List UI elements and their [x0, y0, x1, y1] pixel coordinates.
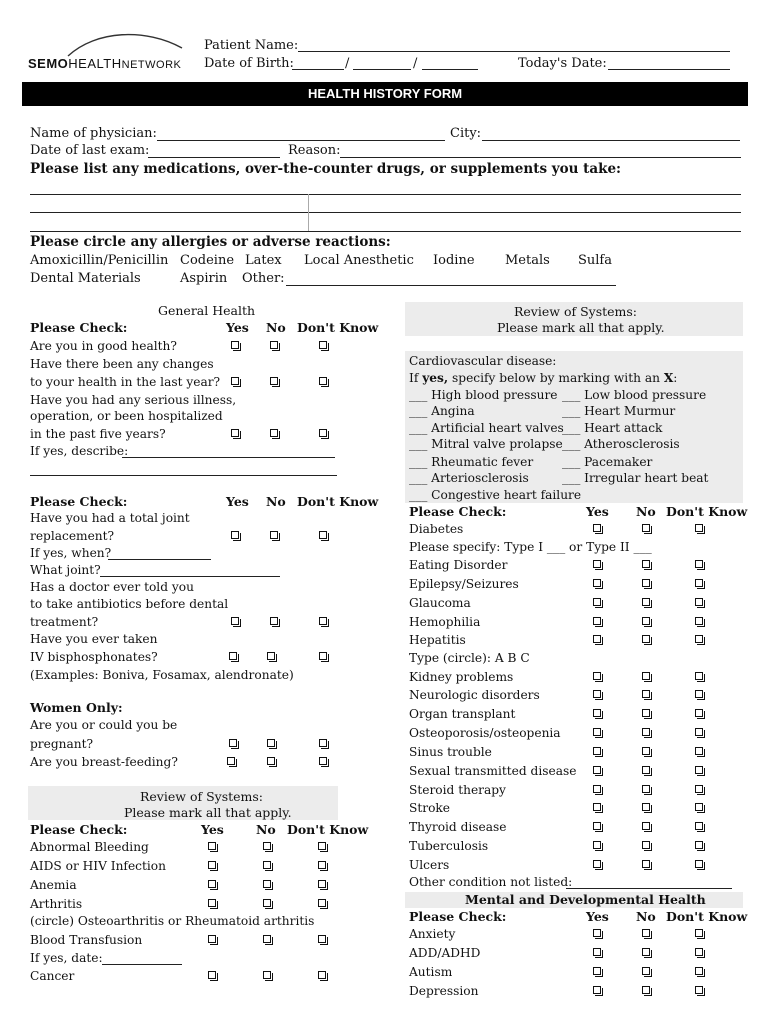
ros-right-item-dk[interactable]: [695, 709, 703, 717]
gh-when-label: If yes, when?: [30, 546, 112, 560]
ros-right-item-no[interactable]: [642, 728, 650, 736]
medications-heading: Please list any medications, over-the-counter drugs, or supplements you take:: [30, 161, 622, 177]
ros-right-item-yes[interactable]: [593, 598, 601, 606]
gh-q1-dk[interactable]: [319, 341, 327, 349]
cardio-right-item[interactable]: ___ Atherosclerosis: [562, 437, 680, 451]
mental-item-no[interactable]: [642, 967, 650, 975]
mental-dontknow-header: Don't Know: [666, 909, 748, 924]
allergies-heading: Please circle any allergies or adverse reactions:: [30, 234, 391, 250]
ros-left-item-yes[interactable]: [208, 880, 216, 888]
women-q1a: Are you or could you be: [30, 718, 178, 732]
gh-q5a: Has a doctor ever told you: [30, 580, 194, 594]
gh-q5c: treatment?: [30, 615, 99, 629]
mental-item-no[interactable]: [642, 929, 650, 937]
ros-right-item-no[interactable]: [642, 803, 650, 811]
cardio-instr-end: :: [673, 371, 678, 385]
ros-left-dontknow-header: Don't Know: [287, 822, 369, 837]
mental-item: Anxiety: [409, 927, 456, 941]
transfusion-date-label: If yes, date:: [30, 951, 103, 965]
ros-right-item-no[interactable]: [642, 617, 650, 625]
ros-left-title: Review of Systems:: [140, 789, 264, 804]
ros-right-item-dk[interactable]: [695, 728, 703, 736]
gh-q6b: IV bisphosphonates?: [30, 650, 158, 664]
gh-q2a: Have there been any changes: [30, 357, 214, 371]
ros-right-item: Sinus trouble: [409, 745, 492, 759]
allergy-dental-materials[interactable]: Dental Materials: [30, 271, 141, 286]
ros-right-no-header: No: [636, 504, 656, 519]
ros-right-item-dk[interactable]: [695, 841, 703, 849]
ros-right-item-no[interactable]: [642, 635, 650, 643]
ros-right-item-dk[interactable]: [695, 617, 703, 625]
cardio-left-item[interactable]: ___ Artificial heart valves: [409, 421, 564, 435]
dob-month-field[interactable]: [292, 69, 344, 70]
women-q2: Are you breast-feeding?: [30, 755, 178, 769]
ros-left-item: Arthritis: [30, 897, 83, 911]
ros-right-item: Tuberculosis: [409, 839, 489, 853]
ros-left-no-header: No: [256, 822, 276, 837]
gh-q6c: (Examples: Boniva, Fosamax, alendronate): [30, 668, 294, 682]
cardio-label: Cardiovascular disease:: [409, 354, 557, 368]
ros-right-dontknow-header: Don't Know: [666, 504, 748, 519]
arthritis-note: (circle) Osteoarthritis or Rheumatoid arthritis: [30, 914, 315, 928]
gh-q4-yes[interactable]: [231, 531, 239, 539]
city-field[interactable]: [482, 140, 740, 141]
gh-q1: Are you in good health?: [30, 339, 177, 353]
ros-right-item: Eating Disorder: [409, 558, 508, 572]
allergy-latex[interactable]: Latex: [245, 253, 282, 268]
gh-q2-no[interactable]: [270, 377, 278, 385]
ros-right-item: Organ transplant: [409, 707, 516, 721]
patient-name-field[interactable]: [298, 51, 730, 52]
ros-right-item: Glaucoma: [409, 596, 471, 610]
ros-left-item: Anemia: [30, 878, 77, 892]
reason-field[interactable]: [340, 157, 741, 158]
mental-title: Mental and Developmental Health: [465, 892, 706, 907]
medications-line-1[interactable]: [30, 194, 741, 195]
ros-right-item-no[interactable]: [642, 747, 650, 755]
gh-q3c: in the past five years?: [30, 427, 166, 441]
ros-right-item: Steroid therapy: [409, 783, 506, 797]
women-q1b: pregnant?: [30, 737, 94, 751]
dob-label: Date of Birth:: [204, 56, 294, 71]
ros-right-item-yes[interactable]: [593, 728, 601, 736]
gh-q5-dk[interactable]: [319, 617, 327, 625]
mental-item-dk[interactable]: [695, 967, 703, 975]
ros-right-item-dk[interactable]: [695, 747, 703, 755]
dob-slash: /: [345, 56, 350, 71]
ros-right-item-no[interactable]: [642, 690, 650, 698]
gh-yes-header-2: Yes: [226, 494, 249, 509]
gh-q4-dk[interactable]: [319, 531, 327, 539]
ros-right-item-dk[interactable]: [695, 560, 703, 568]
logo-network: NETWORK: [121, 59, 182, 71]
gh-q6a: Have you ever taken: [30, 632, 158, 646]
ros-right-item-dk[interactable]: [695, 860, 703, 868]
ros-right-item-no[interactable]: [642, 785, 650, 793]
ros-left-item: AIDS or HIV Infection: [30, 859, 166, 873]
ros-right-yes-header: Yes: [586, 504, 609, 519]
gh-dontknow-header: Don't Know: [297, 320, 379, 335]
gh-please-check-2: Please Check:: [30, 494, 128, 509]
mental-please-check: Please Check:: [409, 909, 507, 924]
ros-left-item-no[interactable]: [263, 842, 271, 850]
mental-item-dk[interactable]: [695, 948, 703, 956]
mental-item-yes[interactable]: [593, 967, 601, 975]
medications-line-2[interactable]: [30, 212, 741, 213]
ros-right-item-no[interactable]: [642, 579, 650, 587]
allergy-sulfa[interactable]: Sulfa: [578, 253, 612, 268]
ros-left-item-dk[interactable]: [318, 899, 326, 907]
last-exam-label: Date of last exam:: [30, 143, 150, 158]
gh-no-header: No: [266, 320, 286, 335]
mental-item-yes[interactable]: [593, 986, 601, 994]
ros-right-item-yes[interactable]: [593, 617, 601, 625]
diabetes-label: Diabetes: [409, 522, 464, 536]
gh-q4b: replacement?: [30, 529, 115, 543]
ros-right-item: Osteoporosis/osteopenia: [409, 726, 561, 740]
allergy-amoxicillin[interactable]: Amoxicillin/Penicillin: [30, 253, 169, 268]
reason-label: Reason:: [288, 143, 341, 158]
ros-right-item-no[interactable]: [642, 766, 650, 774]
ros-right-item-yes[interactable]: [593, 672, 601, 680]
mental-item-yes[interactable]: [593, 948, 601, 956]
cardio-left-item[interactable]: ___ Arteriosclerosis: [409, 471, 529, 485]
physician-label: Name of physician:: [30, 126, 157, 141]
gh-joint-field[interactable]: [100, 576, 280, 577]
gh-q1-no[interactable]: [270, 341, 278, 349]
ros-left-item-no[interactable]: [263, 899, 271, 907]
cardio-instr-yes: yes,: [422, 371, 449, 385]
gh-dontknow-header-2: Don't Know: [297, 494, 379, 509]
gh-q2-yes[interactable]: [231, 377, 239, 385]
transfusion-yes[interactable]: [208, 935, 216, 943]
women-q1-no[interactable]: [267, 739, 275, 747]
mental-item: Depression: [409, 984, 479, 998]
ros-right-title: Review of Systems:: [514, 304, 638, 319]
cardio-right-item[interactable]: ___ Low blood pressure: [562, 388, 707, 402]
cancer-dk[interactable]: [318, 971, 326, 979]
ros-left-item: Abnormal Bleeding: [30, 840, 149, 854]
mental-item-no[interactable]: [642, 948, 650, 956]
other-condition-label: Other condition not listed:: [409, 875, 573, 889]
gh-describe-field-2[interactable]: [30, 475, 337, 476]
ros-right-item-yes[interactable]: [593, 709, 601, 717]
hepatitis-type: Type (circle): A B C: [409, 651, 530, 665]
cardio-instr-mid: specify below by marking with an: [448, 371, 664, 385]
ros-right-item: Thyroid disease: [409, 820, 507, 834]
women-q1-yes[interactable]: [229, 739, 237, 747]
cardio-right-item[interactable]: ___ Heart Murmur: [562, 404, 676, 418]
ros-right-please-check: Please Check:: [409, 504, 507, 519]
gh-describe-label: If yes, describe:: [30, 444, 129, 458]
ros-left-item-no[interactable]: [263, 880, 271, 888]
ros-right-item-no[interactable]: [642, 560, 650, 568]
transfusion-label: Blood Transfusion: [30, 933, 143, 947]
ros-right-item: Ulcers: [409, 858, 450, 872]
ros-right-item: Kidney problems: [409, 670, 514, 684]
ros-right-item-yes[interactable]: [593, 766, 601, 774]
women-q2-no[interactable]: [267, 757, 275, 765]
cancer-yes[interactable]: [208, 971, 216, 979]
ros-right-item-no[interactable]: [642, 672, 650, 680]
gh-q1-yes[interactable]: [231, 341, 239, 349]
diabetes-type-specify: Please specify: Type I ___ or Type II ___: [409, 540, 652, 554]
gh-joint-label: What joint?: [30, 563, 101, 577]
ros-left-please-check: Please Check:: [30, 822, 128, 837]
cardio-left-item[interactable]: ___ Angina: [409, 404, 475, 418]
cardio-right-item[interactable]: ___ Pacemaker: [562, 455, 653, 469]
logo: [28, 56, 181, 71]
dob-slash-2: /: [413, 56, 418, 71]
medications-divider: [308, 194, 309, 231]
gh-q4a: Have you had a total joint: [30, 511, 190, 525]
city-label: City:: [450, 126, 482, 141]
ros-right-item-dk[interactable]: [695, 598, 703, 606]
ros-left-yes-header: Yes: [201, 822, 224, 837]
ros-right-item-yes[interactable]: [593, 690, 601, 698]
women-only-heading: Women Only:: [30, 700, 123, 715]
cardio-left-item[interactable]: ___ Congestive heart failure: [409, 488, 582, 502]
ros-right-item-yes[interactable]: [593, 860, 601, 868]
gh-q3b: operation, or been hospitalized: [30, 409, 223, 423]
allergy-local-anesthetic[interactable]: Local Anesthetic: [304, 253, 414, 268]
allergy-aspirin[interactable]: Aspirin: [180, 271, 228, 286]
ros-right-subtitle: Please mark all that apply.: [497, 320, 665, 335]
ros-right-item-no[interactable]: [642, 841, 650, 849]
cardio-instr-x: X: [663, 371, 674, 385]
allergy-other-field[interactable]: [286, 285, 616, 286]
cardio-left-item[interactable]: ___ High blood pressure: [409, 388, 558, 402]
gh-q2-dk[interactable]: [319, 377, 327, 385]
cardio-right-item[interactable]: ___ Heart attack: [562, 421, 663, 435]
diabetes-no[interactable]: [642, 524, 650, 532]
ros-right-item-dk[interactable]: [695, 822, 703, 830]
gh-q5-yes[interactable]: [231, 617, 239, 625]
cardio-instr-pre: If: [409, 371, 423, 385]
general-health-title: General Health: [158, 303, 256, 318]
transfusion-no[interactable]: [263, 935, 271, 943]
ros-right-item-dk[interactable]: [695, 803, 703, 811]
cardio-left-item[interactable]: ___ Rheumatic fever: [409, 455, 534, 469]
ros-right-item-dk[interactable]: [695, 785, 703, 793]
gh-q3a: Have you had any serious illness,: [30, 393, 237, 407]
allergy-iodine[interactable]: Iodine: [433, 253, 475, 268]
ros-left-item-yes[interactable]: [208, 899, 216, 907]
gh-please-check: Please Check:: [30, 320, 128, 335]
gh-yes-header: Yes: [226, 320, 249, 335]
logo-semo: SEMO: [28, 56, 69, 71]
gh-q5b: to take antibiotics before dental: [30, 597, 229, 611]
gh-q6-dk[interactable]: [319, 652, 327, 660]
ros-right-item-no[interactable]: [642, 598, 650, 606]
ros-right-item: Hepatitis: [409, 633, 466, 647]
transfusion-dk[interactable]: [318, 935, 326, 943]
form-title: HEALTH HISTORY FORM: [22, 82, 748, 106]
ros-right-item: Sexual transmitted disease: [409, 764, 577, 778]
ros-left-item-yes[interactable]: [208, 861, 216, 869]
last-exam-field[interactable]: [148, 157, 280, 158]
ros-right-item: Neurologic disorders: [409, 688, 540, 702]
todays-date-label: Today's Date:: [518, 56, 607, 71]
gh-q3-yes[interactable]: [231, 429, 239, 437]
cardio-left-item[interactable]: ___ Mitral valve prolapse: [409, 437, 563, 451]
physician-field[interactable]: [157, 140, 445, 141]
dob-day-field[interactable]: [353, 69, 411, 70]
gh-q3-no[interactable]: [270, 429, 278, 437]
gh-q6-no[interactable]: [267, 652, 275, 660]
patient-name-label: Patient Name:: [204, 38, 299, 53]
ros-right-item-dk[interactable]: [695, 579, 703, 587]
logo-swoosh-icon: [66, 30, 186, 58]
ros-right-item: Epilepsy/Seizures: [409, 577, 519, 591]
ros-right-item-no[interactable]: [642, 709, 650, 717]
mental-item-dk[interactable]: [695, 986, 703, 994]
women-q2-yes[interactable]: [227, 757, 235, 765]
ros-right-item-no[interactable]: [642, 822, 650, 830]
gh-describe-field[interactable]: [122, 457, 335, 458]
todays-date-field[interactable]: [608, 69, 730, 70]
ros-right-item-yes[interactable]: [593, 747, 601, 755]
ros-right-item: Stroke: [409, 801, 451, 815]
gh-q2b: to your health in the last year?: [30, 375, 221, 389]
cancer-label: Cancer: [30, 969, 75, 983]
mental-item-no[interactable]: [642, 986, 650, 994]
diabetes-dk[interactable]: [695, 524, 703, 532]
ros-left-item-dk[interactable]: [318, 880, 326, 888]
cancer-no[interactable]: [263, 971, 271, 979]
dob-year-field[interactable]: [422, 69, 478, 70]
ros-right-item-yes[interactable]: [593, 785, 601, 793]
gh-no-header-2: No: [266, 494, 286, 509]
cardio-instruction: [409, 371, 677, 385]
diabetes-yes[interactable]: [593, 524, 601, 532]
gh-q5-no[interactable]: [270, 617, 278, 625]
transfusion-date-field[interactable]: [102, 964, 182, 965]
mental-item-yes[interactable]: [593, 929, 601, 937]
ros-left-item-no[interactable]: [263, 861, 271, 869]
ros-right-item-dk[interactable]: [695, 635, 703, 643]
allergy-codeine[interactable]: Codeine: [180, 253, 235, 268]
ros-left-subtitle: Please mark all that apply.: [124, 805, 292, 820]
ros-right-item-yes[interactable]: [593, 579, 601, 587]
ros-right-item-yes[interactable]: [593, 635, 601, 643]
ros-right-item: Hemophilia: [409, 615, 481, 629]
women-q2-dk[interactable]: [319, 757, 327, 765]
women-q1-dk[interactable]: [319, 739, 327, 747]
ros-left-item-dk[interactable]: [318, 861, 326, 869]
allergy-metals[interactable]: Metals: [505, 253, 550, 268]
allergy-other-label: Other:: [242, 271, 285, 286]
mental-no-header: No: [636, 909, 656, 924]
ros-right-item-yes[interactable]: [593, 822, 601, 830]
medications-line-3[interactable]: [30, 231, 741, 232]
ros-right-item-no[interactable]: [642, 860, 650, 868]
ros-right-item-dk[interactable]: [695, 672, 703, 680]
ros-left-item-dk[interactable]: [318, 842, 326, 850]
ros-right-item-dk[interactable]: [695, 766, 703, 774]
mental-yes-header: Yes: [586, 909, 609, 924]
logo-health: HEALTH: [68, 56, 122, 71]
gh-q6-yes[interactable]: [229, 652, 237, 660]
gh-q4-no[interactable]: [270, 531, 278, 539]
mental-item-dk[interactable]: [695, 929, 703, 937]
cardio-right-item[interactable]: ___ Irregular heart beat: [562, 471, 709, 485]
other-condition-field[interactable]: [566, 888, 732, 889]
ros-right-item-yes[interactable]: [593, 803, 601, 811]
gh-when-field[interactable]: [108, 559, 211, 560]
ros-right-item-dk[interactable]: [695, 690, 703, 698]
mental-item: ADD/ADHD: [409, 946, 481, 960]
ros-right-item-yes[interactable]: [593, 560, 601, 568]
mental-item: Autism: [409, 965, 453, 979]
ros-right-item-yes[interactable]: [593, 841, 601, 849]
ros-left-item-yes[interactable]: [208, 842, 216, 850]
gh-q3-dk[interactable]: [319, 429, 327, 437]
